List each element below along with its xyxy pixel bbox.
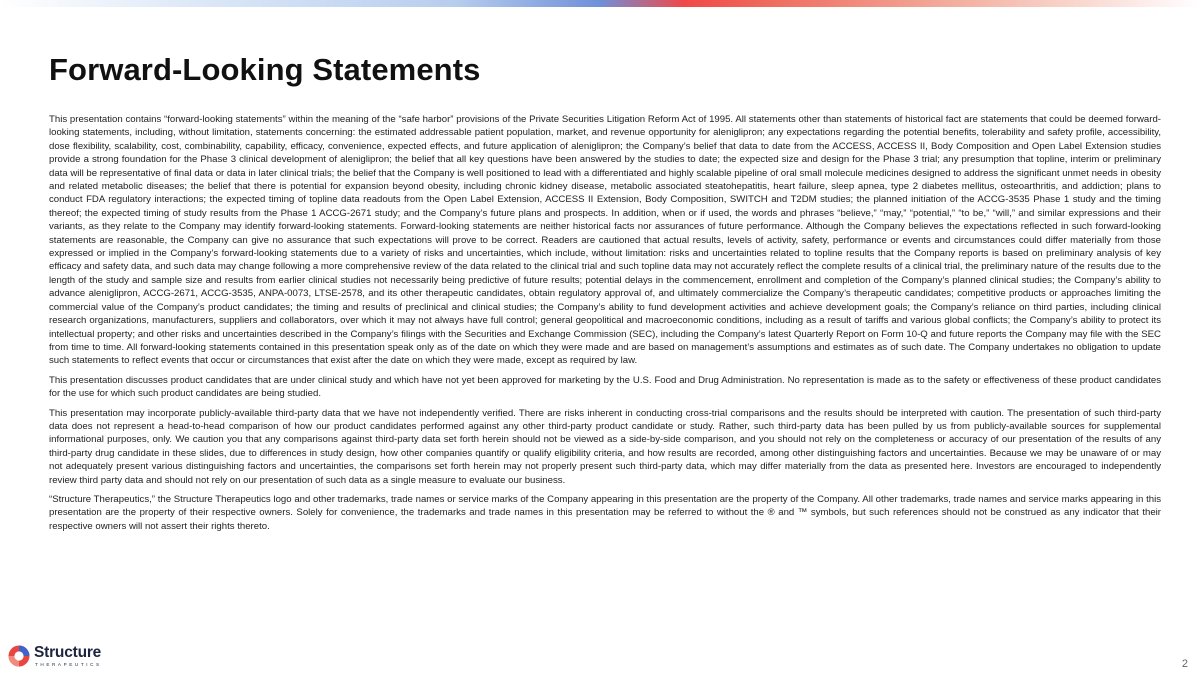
logo-text bbox=[34, 645, 102, 667]
structure-logo-icon bbox=[8, 645, 30, 667]
slide-title: Forward-Looking Statements bbox=[49, 52, 481, 87]
trademarks-paragraph: “Structure Therapeutics,” the Structure Therapeutics logo and other trademarks, trade names or service marks of the Company appearing in this presentation are the property of the Company. All other trademarks, trade names and service marks appearing in this presentation are the property of their respective owners. Solely for convenience, the trademarks and trade names in this presentation may be referred to without the ® and ™ symbols, but such references should not be construed as any indicator that their respective owners will not assert their rights thereto. bbox=[49, 493, 1161, 532]
disclaimer-body bbox=[49, 113, 1161, 539]
page-number: 2 bbox=[1181, 658, 1188, 670]
top-gradient-bar bbox=[0, 0, 1200, 7]
logo-wordmark: Structure bbox=[34, 644, 102, 661]
third-party-data-paragraph: This presentation may incorporate publicly-available third-party data that we have not independently verified. There are risks inherent in conducting cross-trial comparisons and the results should be interpreted with caution. The presentation of such third-party data does not represent a head-to-head comparison of how our product candidates performed against any other third-party product candidate or study. Rather, such third-party data has been pulled by us from publicly-available sources for supplemental informational purposes, only. We caution you that any comparisons against third-party data set forth herein should not be viewed as a side-by-side comparison, and you should not rely on the completeness or accuracy of our presentation of the results of any third-party drug candidate in these slides, due to differences in study design, how other companies quantify or qualify eligibility criteria, and how results are recorded, among other distinguishing factors and uncertainties. Because we may be unaware of or may not adequately present various distinguishing factors and uncertainties, the comparisons set forth herein may not properly present such third-party data, which may differ materially from the data as presented here. Investors are encouraged to independently review third party data and should not rely on our presentation of such data as a single measure to evaluate our business. bbox=[49, 407, 1161, 486]
company-logo bbox=[8, 645, 102, 667]
logo-subtitle: THERAPEUTICS bbox=[35, 661, 102, 667]
forward-looking-paragraph: This presentation contains “forward-looking statements” within the meaning of the “safe harbor” provisions of the Private Securities Litigation Reform Act of 1995. All statements other than statements of historical fact are statements that could be deemed forward-looking statements, including, without limitation, statements concerning: the estimated addressable patient population, market, and revenue opportunity for aleniglipron; any expectations regarding the potential benefits, tolerability and safety profile, accessibility, dose flexibility, scalability, cost, combinability, capability, efficacy, convenience, expected effects, and future application of aleniglipron; the Company’s belief that data to date from the ACCESS, ACCESS II, Body Composition and Open Label Extension studies provide a strong foundation for the Phase 3 clinical development of aleniglipron; the belief that all key questions have been answered by the studies to date; the expected size and design for the Phase 3 trial; any presumption that topline, interim or preliminary data will be representative of final data or data in later clinical trials; the belief that the Company is well positioned to lead with a differentiated and highly scalable pipeline of oral small molecule medicines designed to address the significant unmet needs in obesity and related metabolic diseases; the belief that there is potential for expansion beyond obesity, including chronic kidney disease, metabolic associated steatohepatitis, heart failure, sleep apnea, type 2 diabetes mellitus, osteoarthritis, and addiction; plans to conduct FDA regulatory interactions; the expected timing of topline data readouts from the Open Label Extension, ACCESS II Extension, Body Composition, SWITCH and T2DM studies; the planned initiation of the ACCG-3535 Phase 1 study and the timing thereof; the expected timing of study results from the Phase 1 ACCG-2671 study; and the Company’s future plans and prospects. In addition, when or if used, the words and phrases “believe,” “may,” “potential,” “to be,” “will,” and similar expressions and their variants, as they relate to the Company may identify forward-looking statements. Forward-looking statements are neither historical facts nor assurances of future performance. Although the Company believes the expectations reflected in such forward-looking statements are reasonable, the Company can give no assurance that such expectations will prove to be correct. Readers are cautioned that actual results, levels of activity, safety, performance or events and circumstances could differ materially from those expressed or implied in the Company’s forward-looking statements due to a variety of risks and uncertainties, which include, without limitation: risks and uncertainties related to topline results that the Company reports is based on preliminary analysis of key efficacy and safety data, and such data may change following a more comprehensive review of the data related to the clinical trial and such topline data may not accurately reflect the complete results of a clinical trial, the preliminary nature of the results due to the length of the study and sample size and results from earlier clinical studies not necessarily being predictive of future results; potential delays in the commencement, enrollment and completion of the Company’s planned clinical studies; the Company’s ability to advance aleniglipron, ACCG-2671, ACCG-3535, ANPA-0073, LTSE-2578, and its other therapeutic candidates, obtain regulatory approval of, and ultimately commercialize the Company’s therapeutic candidates; competitive products or approaches limiting the commercial value of the Company’s product candidates; the timing and results of preclinical and clinical studies; the Company’s ability to fund development activities and achieve development goals; the Company’s reliance on third parties, including clinical research organizations, manufacturers, suppliers and collaborators, over which it may not always have full control; general geopolitical and macroeconomic conditions, including as a result of tariffs and various global conflicts; the Company’s ability to protect its intellectual property; and other risks and uncertainties described in the Company’s filings with the Securities and Exchange Commission (SEC), including the Company’s latest Quarterly Report on Form 10-Q and future reports the Company may file with the SEC from time to time. All forward-looking statements contained in this presentation speak only as of the date on which they were made and are based on management’s assumptions and estimates as of such date. The Company undertakes no obligation to update such statements to reflect events that occur or circumstances that exist after the date on which they were made, except as required by law. bbox=[49, 114, 1161, 367]
product-candidates-paragraph: This presentation discusses product candidates that are under clinical study and which have not yet been approved for marketing by the U.S. Food and Drug Administration. No representation is made as to the safety or effectiveness of these product candidates for the use for which such product candidates are being studied. bbox=[49, 374, 1161, 400]
